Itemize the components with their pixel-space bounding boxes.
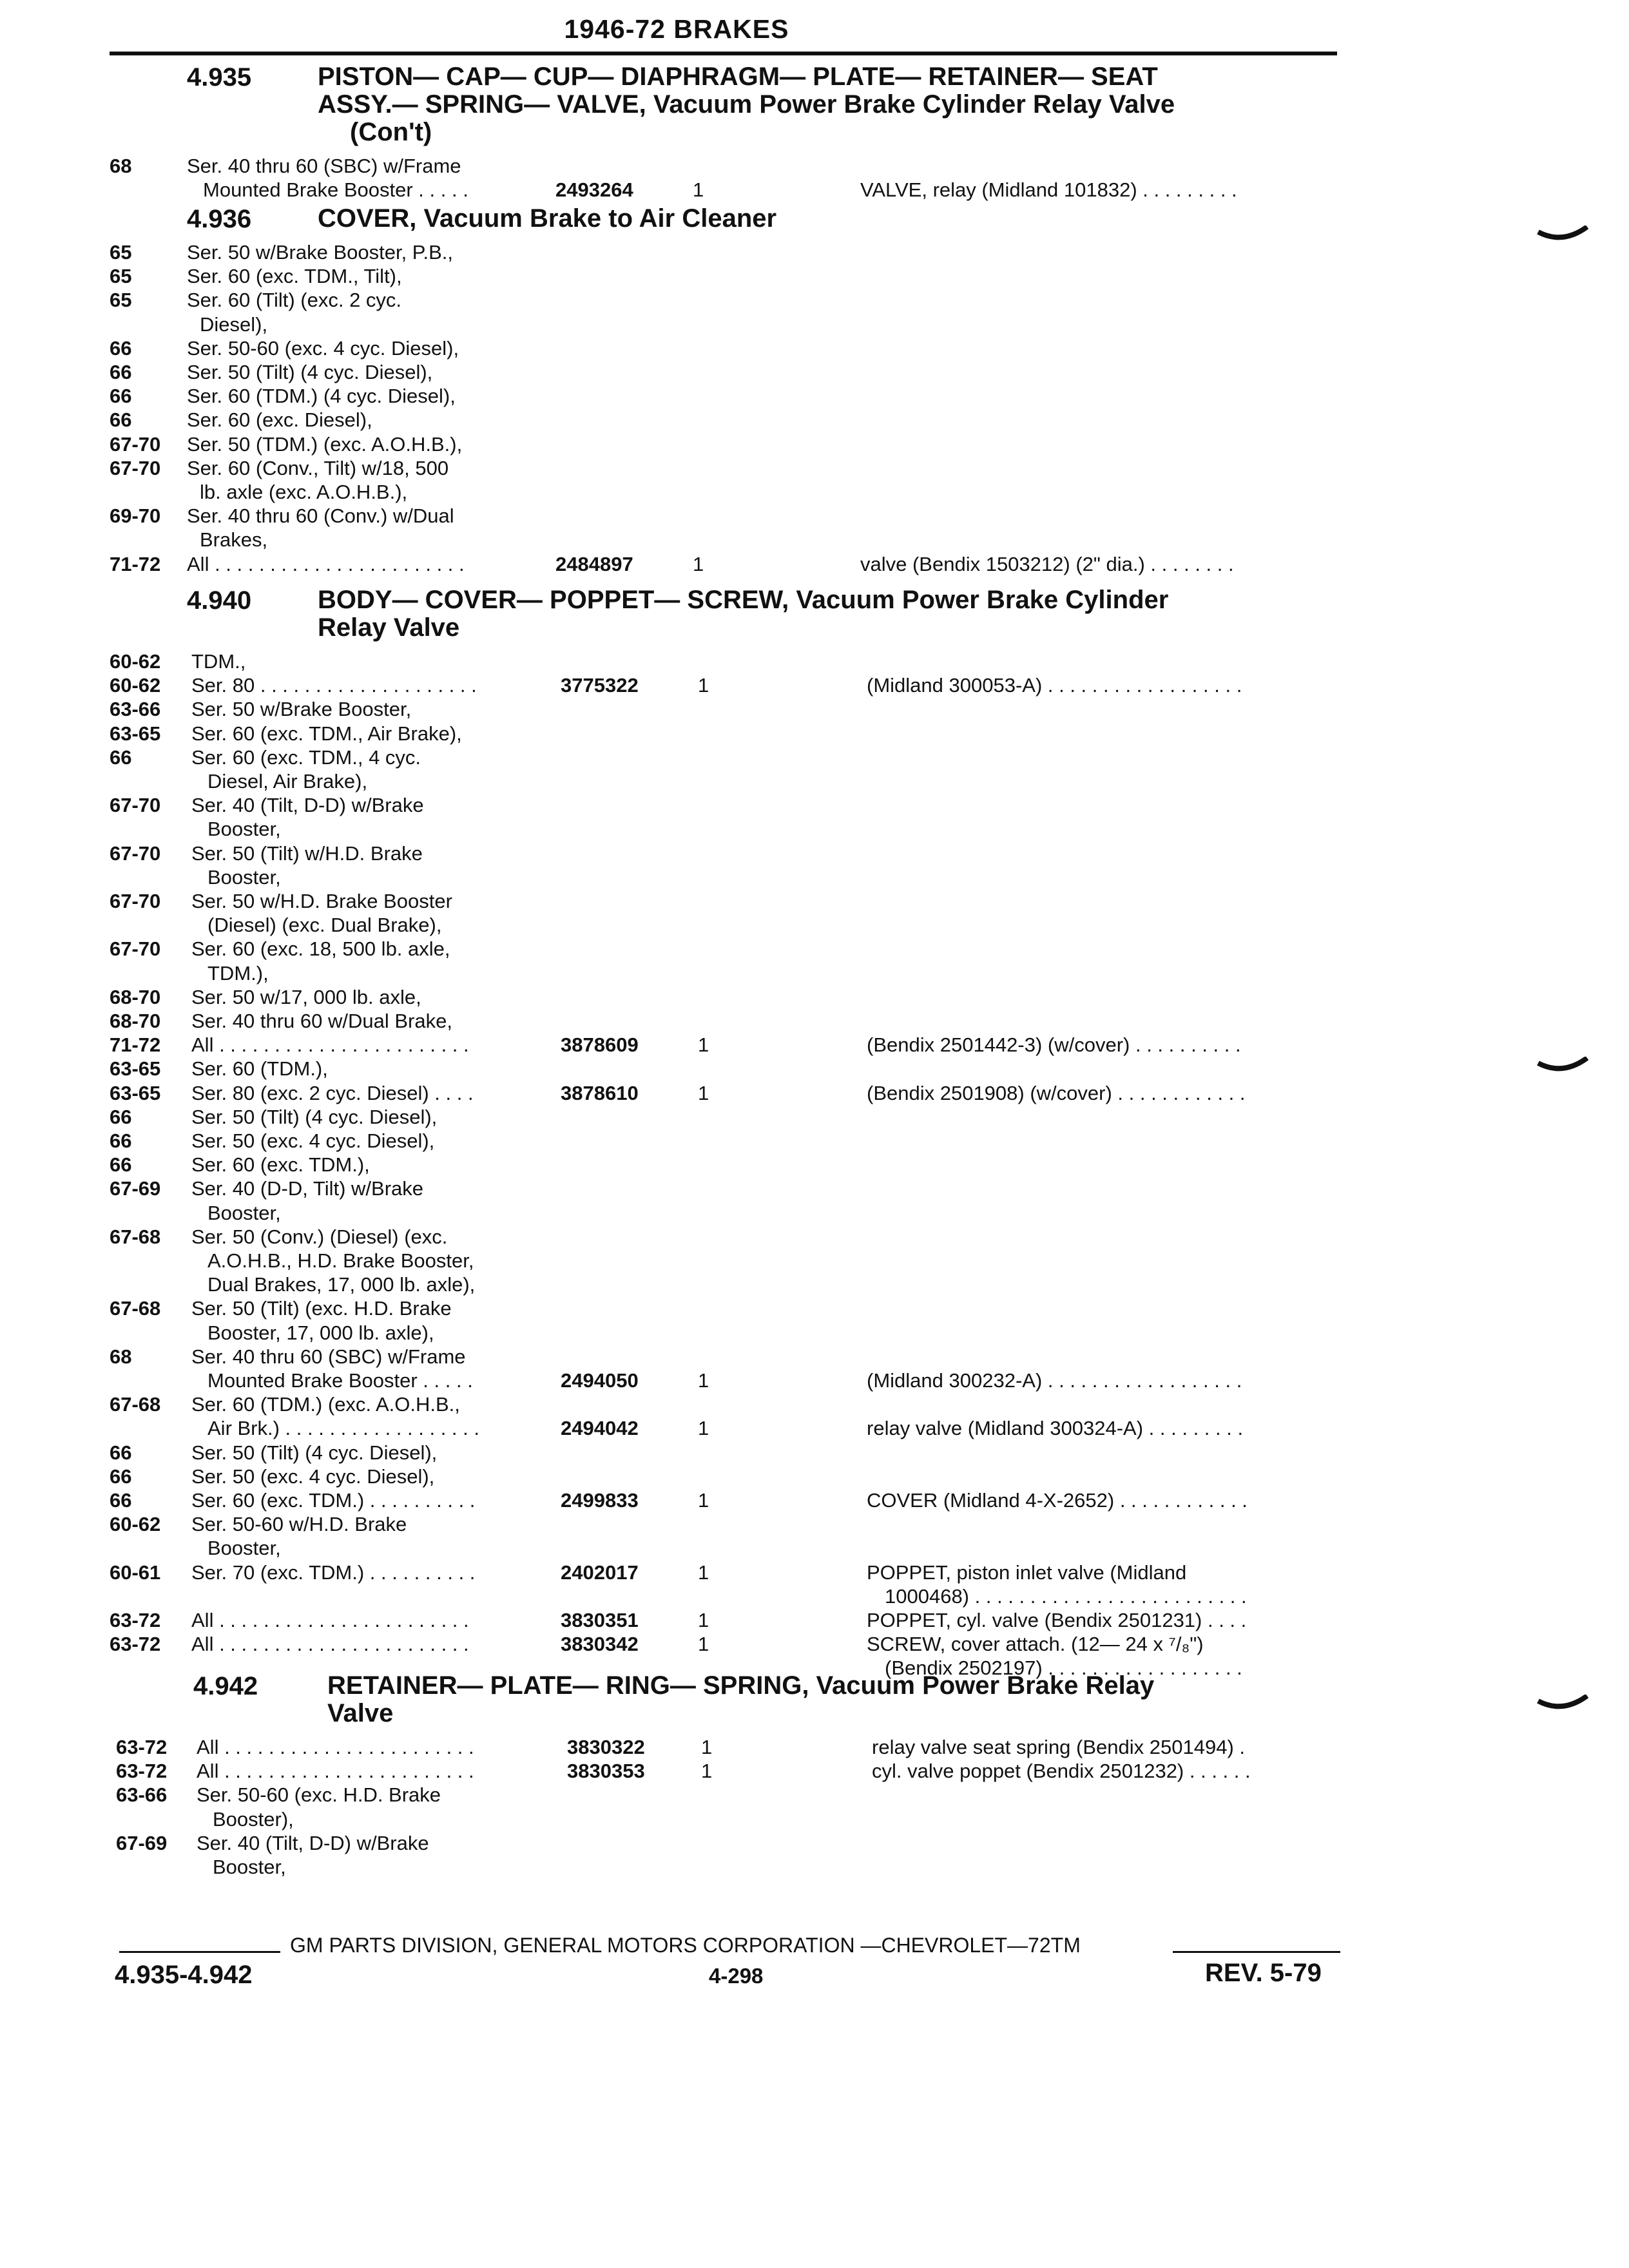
entry-year: 67-70 [110,456,161,479]
entry-application-line: Ser. 60 (exc. TDM.) . . . . . . . . . . [191,1489,476,1512]
entry-year: 66 [110,361,132,383]
entry-application-line: Ser. 50 w/H.D. Brake Booster [191,890,452,912]
entry-description-line: POPPET, cyl. valve (Bendix 2501231) . . . . [867,1609,1247,1631]
entry-part-number: 2499833 [561,1489,639,1512]
entry-year: 67-70 [110,432,161,456]
group-title-line: COVER, Vacuum Brake to Air Cleaner [318,204,777,233]
entry-year: 67-70 [110,841,161,865]
entry-description-line: relay valve (Midland 300324-A) . . . . . . . . . [867,1417,1244,1440]
entry-year: 67-70 [110,890,161,912]
entry-part-number: 3775322 [561,674,639,697]
group-title-line: RETAINER— PLATE— RING— SPRING, Vacuum Power Brake Relay [327,1671,1155,1700]
entry-application-line: Ser. 50 (exc. 4 cyc. Diesel), [191,1465,435,1488]
group-title-line: Valve [327,1699,394,1727]
entry-year: 63-65 [110,722,161,745]
entry-year: 66 [110,385,132,408]
entry-year: 71-72 [110,1033,161,1057]
entry-application-line: Ser. 50 w/Brake Booster, [191,698,412,721]
group-number: 4.935 [187,63,252,91]
entry-part-number: 3830351 [561,1609,639,1631]
entry-application-line: A.O.H.B., H.D. Brake Booster, [207,1249,474,1272]
entry-year: 63-65 [110,1057,161,1081]
entry-quantity: 1 [701,1736,713,1758]
entry-application-line: Ser. 50 (Tilt) (4 cyc. Diesel), [191,1105,438,1128]
footer-section-range: 4.935-4.942 [115,1961,253,1989]
entry-application-line: Ser. 80 (exc. 2 cyc. Diesel) . . . . [191,1081,474,1104]
entry-year: 60-61 [110,1561,161,1584]
entry-year: 60-62 [110,674,161,697]
entry-application-line: Ser. 50 w/Brake Booster, P.B., [187,241,453,264]
entry-application-line: Ser. 60 (Tilt) (exc. 2 cyc. [187,289,402,312]
entry-application-line: Ser. 50 w/17, 000 lb. axle, [191,985,421,1008]
group-title-line: (Con't) [350,118,432,146]
entry-year: 66 [110,408,132,432]
entry-year: 67-68 [110,1297,161,1320]
entry-application-line: TDM.), [207,961,269,985]
entry-description-line: COVER (Midland 4-X-2652) . . . . . . . . . . . . [867,1489,1248,1512]
entry-application-line: Booster, [207,818,281,841]
entry-year: 66 [110,336,132,360]
entry-application-line: Ser. 50 (Tilt) (4 cyc. Diesel), [191,1441,438,1464]
entry-year: 67-69 [116,1831,168,1854]
entry-year: 63-72 [116,1736,168,1758]
entry-application-line: Ser. 40 thru 60 (Conv.) w/Dual [187,505,454,528]
entry-year: 66 [110,1465,132,1488]
entry-part-number: 2402017 [561,1561,639,1584]
entry-description-line: POPPET, piston inlet valve (Midland [867,1561,1187,1584]
footer-revision: REV. 5-79 [1205,1959,1322,1987]
binder-mark-3 [1537,1695,1588,1711]
entry-application-line: All . . . . . . . . . . . . . . . . . . . . . . . [197,1760,474,1783]
entry-application-line: Ser. 40 thru 60 (SBC) w/Frame [191,1345,466,1368]
entry-year: 66 [110,1105,132,1128]
entry-year: 67-70 [110,794,161,817]
entry-application-line: Brakes, [200,528,268,552]
entry-application-line: Ser. 70 (exc. TDM.) . . . . . . . . . . [191,1561,476,1584]
entry-application-line: All . . . . . . . . . . . . . . . . . . . . . . . [191,1033,469,1057]
entry-application-line: Ser. 40 (Tilt, D-D) w/Brake [197,1831,429,1854]
entry-application-line: Air Brk.) . . . . . . . . . . . . . . . . . . [207,1417,479,1440]
entry-quantity: 1 [698,1081,709,1104]
group-number: 4.940 [187,586,252,615]
entry-application-line: Ser. 40 (Tilt, D-D) w/Brake [191,794,424,817]
entry-description-line: SCREW, cover attach. (12— 24 x ⁷/₈") [867,1633,1204,1656]
entry-application-line: Booster, [207,1537,281,1560]
entry-year: 68-70 [110,1010,161,1032]
entry-year: 68 [110,1345,132,1368]
entry-application-line: Booster, [207,1201,281,1224]
entry-year: 67-68 [110,1393,161,1416]
entry-description-line: (Bendix 2502197) . . . . . . . . . . . . . . . . . . [885,1657,1242,1680]
entry-application-line: Diesel, Air Brake), [207,770,368,793]
entry-application-line: Ser. 60 (exc. TDM., Tilt), [187,265,402,288]
entry-part-number: 3878610 [561,1081,639,1104]
entry-application-line: Mounted Brake Booster . . . . . [203,178,468,202]
entry-application-line: Ser. 50 (exc. 4 cyc. Diesel), [191,1129,435,1152]
entry-year: 66 [110,1441,132,1464]
entry-year: 63-72 [116,1760,168,1783]
entry-description-line: (Midland 300053-A) . . . . . . . . . . . . . . . . . . [867,674,1242,697]
entry-quantity: 1 [698,1633,709,1656]
entry-part-number: 2494042 [561,1417,639,1440]
entry-year: 67-69 [110,1177,161,1200]
group-title-line: BODY— COVER— POPPET— SCREW, Vacuum Power Brake Cylinder [318,586,1169,614]
entry-year: 66 [110,1153,132,1177]
entry-application-line: Ser. 50 (Tilt) (exc. H.D. Brake [191,1297,452,1320]
entry-quantity: 1 [701,1760,713,1783]
entry-year: 68-70 [110,985,161,1008]
footer-page-number: 4-298 [709,1964,764,1988]
entry-application-line: Booster, 17, 000 lb. axle), [207,1321,434,1344]
entry-application-line: Ser. 50-60 (exc. 4 cyc. Diesel), [187,336,459,360]
entry-year: 65 [110,265,132,288]
entry-year: 60-62 [110,1513,161,1536]
entry-application-line: Booster), [213,1807,294,1831]
entry-year: 66 [110,1489,132,1512]
entry-application-line: Ser. 50-60 (exc. H.D. Brake [197,1783,441,1807]
footer-org: GM PARTS DIVISION, GENERAL MOTORS CORPORATION —CHEVROLET—72TM [290,1934,1081,1957]
entry-part-number: 3830322 [567,1736,645,1758]
entry-part-number: 3830342 [561,1633,639,1656]
entry-description-line: 1000468) . . . . . . . . . . . . . . . . . . . . . . . . . [885,1584,1247,1608]
entry-year: 63-66 [116,1783,168,1807]
entry-application-line: Ser. 50 (Tilt) w/H.D. Brake [191,841,423,865]
entry-part-number: 3878609 [561,1033,639,1057]
footer-rule-left [119,1951,280,1953]
entry-application-line: TDM., [191,650,246,673]
entry-part-number: 2493264 [555,178,633,202]
entry-description-line: VALVE, relay (Midland 101832) . . . . . . . . . [860,178,1237,202]
entry-application-line: Dual Brakes, 17, 000 lb. axle), [207,1273,476,1296]
entry-year: 67-68 [110,1225,161,1248]
entry-application-line: lb. axle (exc. A.O.H.B.), [200,481,408,503]
entry-part-number: 3830353 [567,1760,645,1783]
entry-application-line: Ser. 50 (Tilt) (4 cyc. Diesel), [187,361,433,383]
footer-rule-right [1173,1951,1340,1953]
entry-application-line: (Diesel) (exc. Dual Brake), [207,914,442,937]
entry-application-line: Ser. 40 (D-D, Tilt) w/Brake [191,1177,424,1200]
entry-year: 68 [110,155,132,177]
entry-quantity: 1 [693,552,704,575]
entry-description-line: cyl. valve poppet (Bendix 2501232) . . . . . . [872,1760,1251,1783]
header-rule [110,52,1337,55]
entry-year: 67-70 [110,937,161,961]
entry-application-line: Ser. 60 (exc. Diesel), [187,408,372,432]
entry-application-line: Booster, [213,1856,286,1878]
entry-application-line: Diesel), [200,312,268,336]
entry-quantity: 1 [698,1417,709,1440]
entry-year: 63-72 [110,1609,161,1631]
binder-mark-2 [1537,1057,1588,1073]
entry-application-line: All . . . . . . . . . . . . . . . . . . . . . . . [191,1609,469,1631]
entry-application-line: All . . . . . . . . . . . . . . . . . . . . . . . [191,1633,469,1656]
entry-year: 63-65 [110,1081,161,1104]
entry-application-line: Ser. 60 (TDM.) (4 cyc. Diesel), [187,385,456,408]
entry-quantity: 1 [698,1489,709,1512]
entry-part-number: 2494050 [561,1369,639,1392]
entry-application-line: Ser. 60 (exc. TDM., 4 cyc. [191,745,421,769]
entry-description-line: relay valve seat spring (Bendix 2501494) . [872,1736,1245,1758]
binder-mark-1 [1537,226,1588,242]
entry-application-line: Ser. 60 (exc. TDM., Air Brake), [191,722,462,745]
entry-part-number: 2484897 [555,552,633,575]
entry-year: 69-70 [110,505,161,528]
entry-application-line: Ser. 60 (exc. 18, 500 lb. axle, [191,937,450,961]
group-number: 4.942 [193,1672,258,1700]
group-number: 4.936 [187,205,252,233]
entry-application-line: Ser. 80 . . . . . . . . . . . . . . . . . . . . [191,674,477,697]
entry-application-line: All . . . . . . . . . . . . . . . . . . . . . . . [197,1736,474,1758]
entry-description-line: (Bendix 2501442-3) (w/cover) . . . . . . . . . . [867,1033,1241,1057]
entry-application-line: Ser. 60 (TDM.) (exc. A.O.H.B., [191,1393,460,1416]
entry-quantity: 1 [693,178,704,202]
entry-year: 60-62 [110,650,161,673]
page-header-title: 1946-72 BRAKES [564,14,789,44]
entry-year: 63-72 [110,1633,161,1656]
group-title-line: ASSY.— SPRING— VALVE, Vacuum Power Brake Cylinder Relay Valve [318,90,1175,119]
entry-quantity: 1 [698,1561,709,1584]
entry-year: 66 [110,745,132,769]
entry-quantity: 1 [698,1609,709,1631]
entry-quantity: 1 [698,1033,709,1057]
group-title-line: PISTON— CAP— CUP— DIAPHRAGM— PLATE— RETAINER— SEAT [318,62,1158,91]
entry-application-line: Ser. 60 (exc. TDM.), [191,1153,370,1177]
entry-application-line: Ser. 60 (TDM.), [191,1057,328,1081]
entry-application-line: Ser. 60 (Conv., Tilt) w/18, 500 [187,456,449,479]
entry-quantity: 1 [698,674,709,697]
entry-quantity: 1 [698,1369,709,1392]
entry-application-line: Ser. 50-60 w/H.D. Brake [191,1513,407,1536]
entry-year: 65 [110,289,132,312]
entry-description-line: valve (Bendix 1503212) (2" dia.) . . . . . . . . [860,552,1234,575]
entry-description-line: (Midland 300232-A) . . . . . . . . . . . . . . . . . . [867,1369,1242,1392]
entry-application-line: Ser. 40 thru 60 (SBC) w/Frame [187,155,461,177]
entry-application-line: Ser. 50 (Conv.) (Diesel) (exc. [191,1225,448,1248]
entry-application-line: Mounted Brake Booster . . . . . [207,1369,473,1392]
group-title-line: Relay Valve [318,613,460,642]
entry-year: 65 [110,241,132,264]
entry-application-line: All . . . . . . . . . . . . . . . . . . . . . . . [187,552,465,575]
entry-year: 71-72 [110,552,161,575]
entry-application-line: Booster, [207,865,281,889]
entry-year: 66 [110,1129,132,1152]
entry-application-line: Ser. 40 thru 60 w/Dual Brake, [191,1010,452,1032]
entry-year: 63-66 [110,698,161,721]
entry-description-line: (Bendix 2501908) (w/cover) . . . . . . . . . . . . [867,1081,1246,1104]
entry-application-line: Ser. 50 (TDM.) (exc. A.O.H.B.), [187,432,463,456]
